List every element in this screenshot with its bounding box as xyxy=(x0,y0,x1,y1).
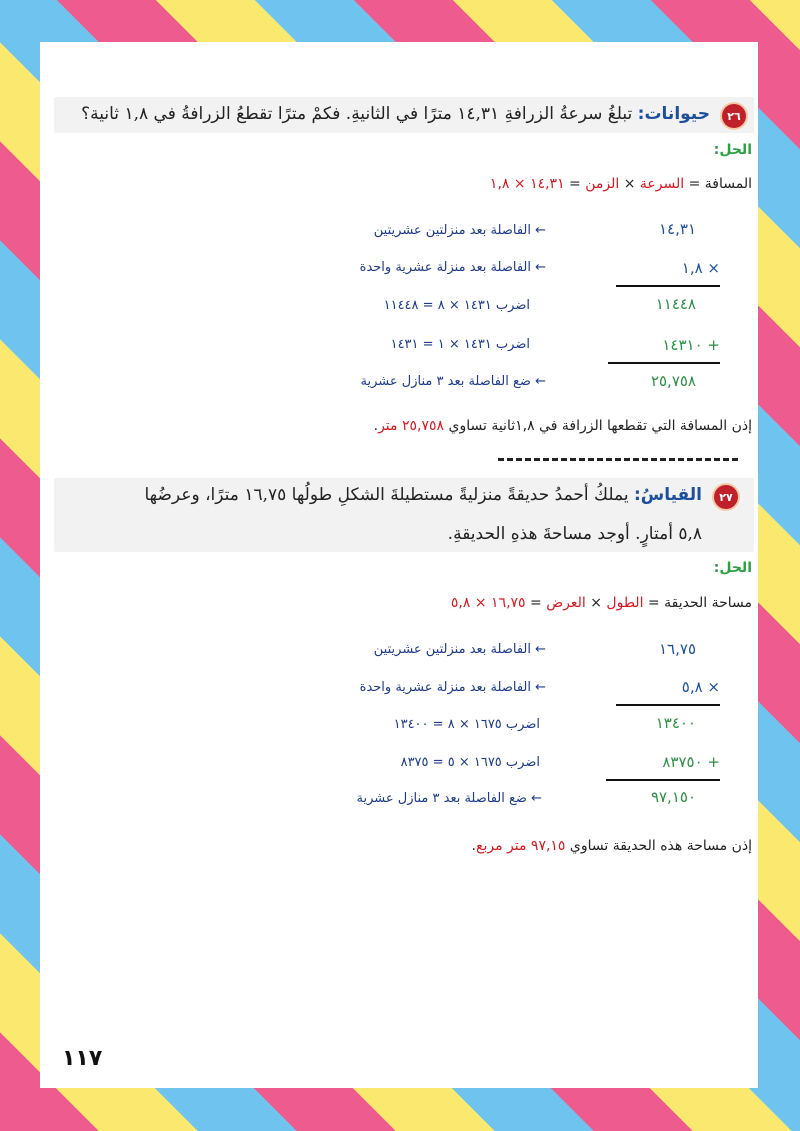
question-26-text: تبلغُ سرعةُ الزرافةِ ١٤,٣١ مترًا في الثانيةِ. فكمْ مترًا تقطعُ الزرافةُ في ١,٨ ثانية؟ xyxy=(81,104,633,124)
question-26-statement xyxy=(81,104,710,124)
q26-multiplicand-note: ← الفاصلة بعد منزلتين عشريتين xyxy=(373,223,546,238)
q26-multiplier: × ١,٨ xyxy=(681,259,720,277)
question-27-number-badge: ٢٧ xyxy=(714,485,738,509)
question-26-conclusion: إذن المسافة التي تقطعها الزرافة في ١,٨ثانية تساوي ٢٥,٧٥٨ متر. xyxy=(373,418,752,434)
q26-result: ٢٥,٧٥٨ xyxy=(650,372,696,390)
q27-result: ٩٧,١٥٠ xyxy=(650,788,696,806)
question-27-conclusion: إذن مساحة هذه الحديقة تساوي ٩٧,١٥ متر مربع. xyxy=(471,838,752,854)
q26-product-line-2 xyxy=(608,362,720,364)
question-27-solution-label: الحل: xyxy=(713,560,752,576)
q27-multiplier: × ٥,٨ xyxy=(681,678,720,696)
q27-partial-product-1-note: اضرب ١٦٧٥ × ٨ = ١٣٤٠٠ xyxy=(393,717,540,732)
q26-multiplicand: ١٤,٣١ xyxy=(659,220,696,238)
question-27-text-2: ٥,٨ أمتارٍ. أوجد مساحةَ هذهِ الحديقةِ. xyxy=(447,524,702,544)
question-26-equation: المسافة = السرعة × الزمن = ١٤,٣١ × ١,٨ xyxy=(489,176,752,192)
q27-multiplier-note: ← الفاصلة بعد منزلة عشرية واحدة xyxy=(359,680,546,695)
page-number: ١١٧ xyxy=(62,1046,103,1071)
question-27-text-1: يملكُ أحمدُ حديقةً منزليةً مستطيلةَ الشكلِ طولُها ١٦,٧٥ مترًا، وعرضُها xyxy=(144,485,629,505)
q26-multiplier-note: ← الفاصلة بعد منزلة عشرية واحدة xyxy=(359,260,546,275)
question-26-solution-label: الحل: xyxy=(713,142,752,158)
question-26-title: حيوانات: xyxy=(637,104,710,124)
q27-partial-product-1: ١٣٤٠٠ xyxy=(655,714,696,732)
q26-partial-product-1-note: اضرب ١٤٣١ × ٨ = ١١٤٤٨ xyxy=(383,298,530,313)
question-27-statement-line-1 xyxy=(144,485,702,505)
q27-multiplicand-note: ← الفاصلة بعد منزلتين عشريتين xyxy=(373,642,546,657)
q27-multiplicand: ١٦,٧٥ xyxy=(659,640,696,658)
q26-partial-product-1: ١١٤٤٨ xyxy=(655,295,696,313)
page xyxy=(40,42,758,1088)
q27-product-line-1 xyxy=(616,704,720,706)
question-27-equation: مساحة الحديقة = الطول × العرض = ١٦,٧٥ × ٥,٨ xyxy=(450,595,752,611)
q26-result-note: ← ضع الفاصلة بعد ٣ منازل عشرية xyxy=(360,374,546,389)
q27-partial-product-2: + ٨٣٧٥٠ xyxy=(662,753,720,771)
q27-product-line-2 xyxy=(606,779,720,781)
section-divider xyxy=(498,458,738,461)
question-27-title: القياسُ: xyxy=(633,485,702,505)
q26-partial-product-2: + ١٤٣١٠ xyxy=(662,336,720,354)
q26-product-line-1 xyxy=(616,285,720,287)
question-26-number-badge: ٢٦ xyxy=(722,104,746,128)
q26-partial-product-2-note: اضرب ١٤٣١ × ١ = ١٤٣١ xyxy=(390,337,530,352)
q27-partial-product-2-note: اضرب ١٦٧٥ × ٥ = ٨٣٧٥ xyxy=(400,755,540,770)
q27-result-note: ← ضع الفاصلة بعد ٣ منازل عشرية xyxy=(356,791,542,806)
